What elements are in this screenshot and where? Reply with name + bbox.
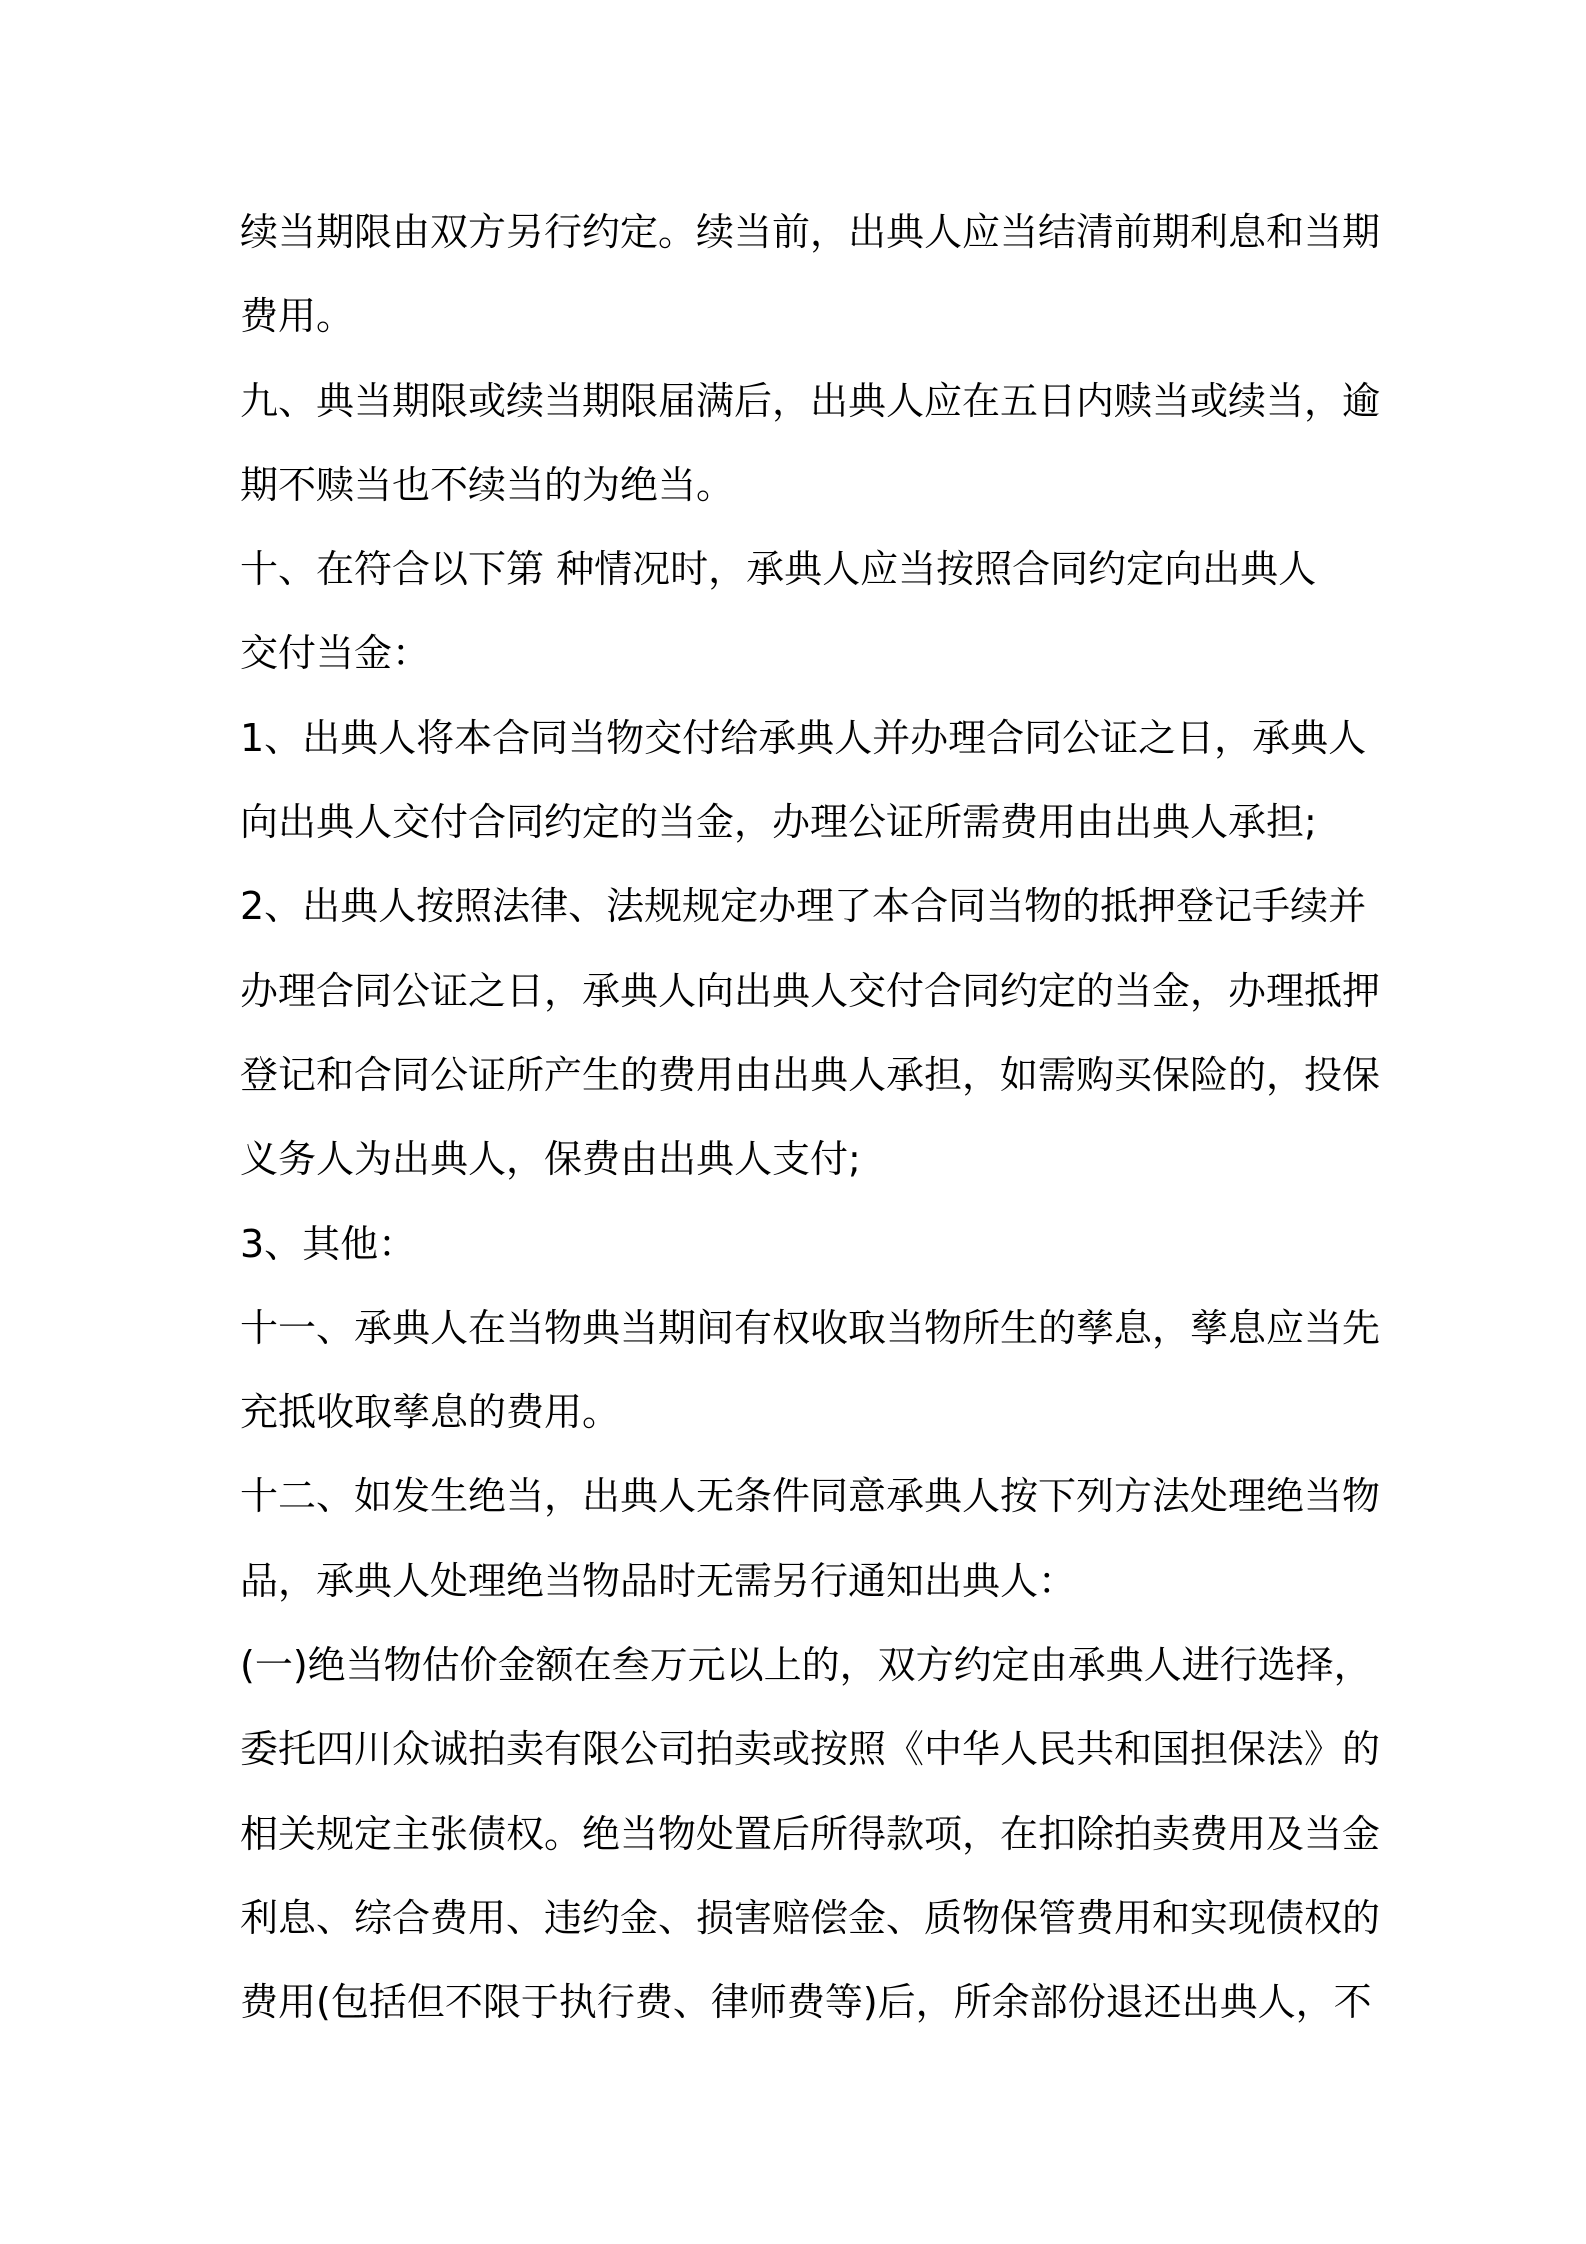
text-line-11: 登记和合同公证所产生的费用由出典人承担，如需购买保险的，投保: [240, 1052, 1381, 1097]
text-line-12: 义务人为出典人，保费由出典人支付;: [240, 1137, 861, 1182]
text-line-5: 十、在符合以下第 种情况时，承典人应当按照合同约定向出典人: [240, 547, 1317, 592]
text-line-2: 费用。: [240, 294, 355, 339]
text-line-18: (一)绝当物估价金额在叁万元以上的，双方约定由承典人进行选择，: [240, 1643, 1372, 1688]
text-line-17: 品，承典人处理绝当物品时无需另行通知出典人：: [240, 1558, 1077, 1603]
text-line-21: 利息、综合费用、违约金、损害赔偿金、质物保管费用和实现债权的: [240, 1895, 1381, 1940]
text-line-10: 办理合同公证之日，承典人向出典人交付合同约定的当金，办理抵押: [240, 968, 1381, 1013]
text-line-15: 充抵收取孳息的费用。: [240, 1390, 621, 1435]
text-line-1: 续当期限由双方另行约定。续当前，出典人应当结清前期利息和当期: [240, 210, 1381, 254]
contract-body-text: [240, 190, 1381, 2045]
text-line-19: 委托四川众诚拍卖有限公司拍卖或按照《中华人民共和国担保法》的: [240, 1727, 1381, 1772]
text-line-14: 十一、承典人在当物典当期间有权收取当物所生的孳息，孳息应当先: [240, 1305, 1381, 1350]
text-line-3: 九、典当期限或续当期限届满后，出典人应在五日内赎当或续当，逾: [240, 378, 1381, 423]
text-line-4: 期不赎当也不续当的为绝当。: [240, 462, 735, 507]
text-line-22: 费用(包括但不限于执行费、律师费等)后，所余部份退还出典人，不: [240, 1980, 1372, 2025]
text-line-16: 十二、如发生绝当，出典人无条件同意承典人按下列方法处理绝当物: [240, 1474, 1381, 1519]
text-line-7: 1、出典人将本合同当物交付给承典人并办理合同公证之日，承典人: [240, 715, 1367, 760]
text-line-8: 向出典人交付合同约定的当金，办理公证所需费用由出典人承担;: [240, 800, 1317, 845]
text-line-9: 2、出典人按照法律、法规规定办理了本合同当物的抵押登记手续并: [240, 884, 1367, 929]
text-line-13: 3、其他：: [240, 1221, 417, 1266]
text-line-20: 相关规定主张债权。绝当物处置后所得款项，在扣除拍卖费用及当金: [240, 1811, 1381, 1856]
text-line-6: 交付当金：: [240, 631, 431, 676]
